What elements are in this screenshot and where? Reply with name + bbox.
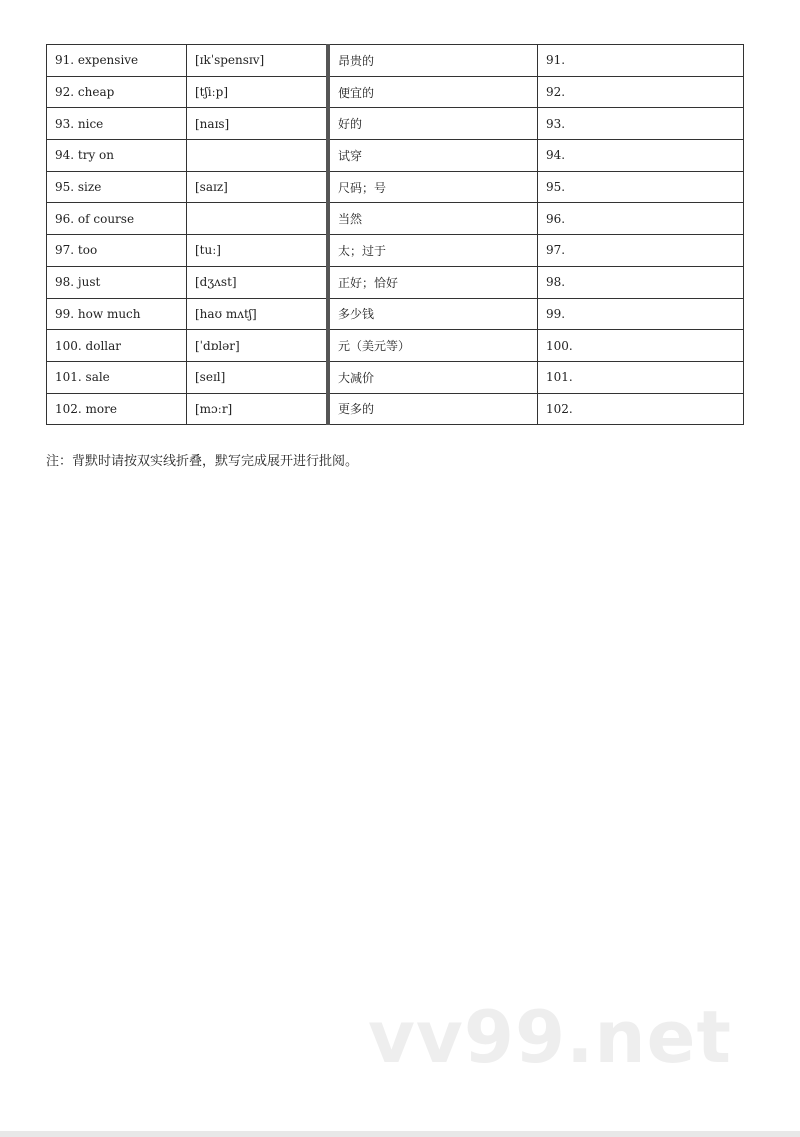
meaning-cell: 试穿 xyxy=(328,140,538,172)
word-cell: 100. dollar xyxy=(47,330,187,362)
dictation-blank-cell: 102. xyxy=(538,393,744,425)
dictation-blank-cell: 95. xyxy=(538,171,744,203)
table-row xyxy=(47,235,744,267)
phonetic-cell xyxy=(187,140,329,172)
meaning-cell: 好的 xyxy=(328,108,538,140)
word-cell: 95. size xyxy=(47,171,187,203)
meaning-cell: 更多的 xyxy=(328,393,538,425)
word-cell: 91. expensive xyxy=(47,45,187,77)
table-row xyxy=(47,76,744,108)
phonetic-cell: [ˈdɒlər] xyxy=(187,330,329,362)
dictation-blank-cell: 97. xyxy=(538,235,744,267)
dictation-blank-cell: 100. xyxy=(538,330,744,362)
phonetic-cell: [mɔːr] xyxy=(187,393,329,425)
meaning-cell: 元（美元等） xyxy=(328,330,538,362)
meaning-cell: 正好；恰好 xyxy=(328,266,538,298)
table-row xyxy=(47,203,744,235)
word-cell: 102. more xyxy=(47,393,187,425)
word-cell: 94. try on xyxy=(47,140,187,172)
phonetic-cell: [ɪkˈspensɪv] xyxy=(187,45,329,77)
dictation-blank-cell: 94. xyxy=(538,140,744,172)
phonetic-cell: [saɪz] xyxy=(187,171,329,203)
phonetic-cell xyxy=(187,203,329,235)
word-cell: 93. nice xyxy=(47,108,187,140)
meaning-cell: 尺码；号 xyxy=(328,171,538,203)
table-row xyxy=(47,393,744,425)
dictation-blank-cell: 92. xyxy=(538,76,744,108)
table-row xyxy=(47,108,744,140)
dictation-blank-cell: 99. xyxy=(538,298,744,330)
word-cell: 99. how much xyxy=(47,298,187,330)
word-cell: 101. sale xyxy=(47,361,187,393)
page-bottom-edge xyxy=(0,1131,800,1137)
phonetic-cell: [tʃiːp] xyxy=(187,76,329,108)
table-row xyxy=(47,171,744,203)
watermark: vv99.net xyxy=(368,995,732,1079)
word-cell: 97. too xyxy=(47,235,187,267)
word-cell: 96. of course xyxy=(47,203,187,235)
phonetic-cell: [tuː] xyxy=(187,235,329,267)
phonetic-cell: [dʒʌst] xyxy=(187,266,329,298)
phonetic-cell: [naɪs] xyxy=(187,108,329,140)
dictation-blank-cell: 96. xyxy=(538,203,744,235)
folding-note: 注：背默时请按双实线折叠，默写完成展开进行批阅。 xyxy=(46,454,359,469)
phonetic-cell: [haʊ mʌtʃ] xyxy=(187,298,329,330)
meaning-cell: 当然 xyxy=(328,203,538,235)
phonetic-cell: [seɪl] xyxy=(187,361,329,393)
dictation-blank-cell: 91. xyxy=(538,45,744,77)
dictation-blank-cell: 98. xyxy=(538,266,744,298)
meaning-cell: 太；过于 xyxy=(328,235,538,267)
vocabulary-table xyxy=(46,44,744,425)
table-row xyxy=(47,45,744,77)
meaning-cell: 大减价 xyxy=(328,361,538,393)
word-cell: 92. cheap xyxy=(47,76,187,108)
table-row xyxy=(47,266,744,298)
meaning-cell: 便宜的 xyxy=(328,76,538,108)
table-row xyxy=(47,140,744,172)
table-row xyxy=(47,298,744,330)
meaning-cell: 昂贵的 xyxy=(328,45,538,77)
table-row xyxy=(47,361,744,393)
meaning-cell: 多少钱 xyxy=(328,298,538,330)
dictation-blank-cell: 101. xyxy=(538,361,744,393)
dictation-blank-cell: 93. xyxy=(538,108,744,140)
table-row xyxy=(47,330,744,362)
word-cell: 98. just xyxy=(47,266,187,298)
